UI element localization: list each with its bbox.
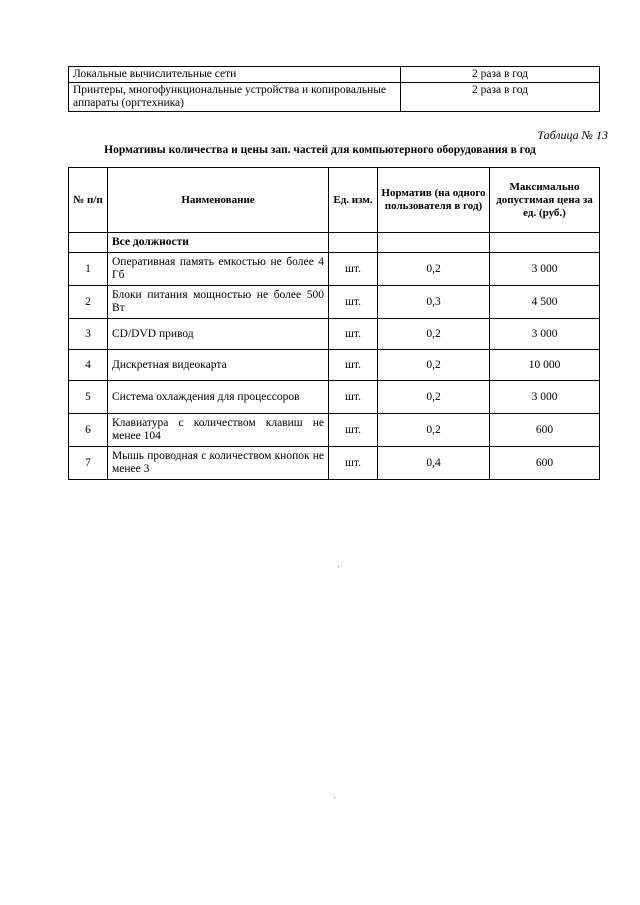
spare-parts-norms-table — [68, 167, 600, 480]
table-row — [69, 381, 600, 414]
cell-num: 3 — [69, 319, 108, 350]
cell-unit: шт. — [329, 253, 378, 286]
cell-norm: 0,2 — [378, 350, 490, 381]
table-row — [69, 67, 600, 83]
cell-name: Мышь проводная с количеством кнопок не менее 3 — [108, 447, 329, 480]
cell-norm: 0,2 — [378, 414, 490, 447]
row-value: 2 раза в год — [401, 67, 600, 83]
cell-num: 2 — [69, 286, 108, 319]
row-name: Принтеры, многофункциональные устройства и копировальные аппараты (оргтехника) — [69, 83, 401, 112]
header-norm: Норматив (на одного пользователя в год) — [378, 168, 490, 233]
cell-price: 3 000 — [490, 381, 600, 414]
cell-price: 3 000 — [490, 319, 600, 350]
cell-num: 5 — [69, 381, 108, 414]
cell-unit: шт. — [329, 414, 378, 447]
section-row — [69, 233, 600, 253]
cell-price: 600 — [490, 414, 600, 447]
cell-norm: 0,2 — [378, 381, 490, 414]
cell-price: 600 — [490, 447, 600, 480]
cell-norm: 0,3 — [378, 286, 490, 319]
cell-name: Блоки питания мощностью не более 500 Вт — [108, 286, 329, 319]
table-caption: Таблица № 13 — [537, 128, 608, 142]
cell-unit: шт. — [329, 447, 378, 480]
cell-unit: шт. — [329, 350, 378, 381]
cell-norm: 0,2 — [378, 253, 490, 286]
section-empty-cell — [69, 233, 108, 253]
top-continuation-table — [68, 66, 600, 112]
header-unit: Ед. изм. — [329, 168, 378, 233]
scan-speck — [334, 797, 335, 798]
table-title: Нормативы количества и цены зап. частей для компьютерного оборудования в год — [104, 144, 536, 156]
section-empty-cell — [490, 233, 600, 253]
table-row — [69, 83, 600, 112]
cell-num: 6 — [69, 414, 108, 447]
cell-unit: шт. — [329, 381, 378, 414]
cell-num: 7 — [69, 447, 108, 480]
table-row — [69, 414, 600, 447]
cell-num: 4 — [69, 350, 108, 381]
cell-name: Клавиатура с количеством клавиш не менее 104 — [108, 414, 329, 447]
cell-norm: 0,2 — [378, 319, 490, 350]
section-empty-cell — [329, 233, 378, 253]
cell-price: 4 500 — [490, 286, 600, 319]
cell-name: Оперативная память емкостью не более 4 Гб — [108, 253, 329, 286]
table-row — [69, 253, 600, 286]
cell-price: 3 000 — [490, 253, 600, 286]
cell-name: Система охлаждения для процессоров — [108, 381, 329, 414]
scan-speck — [338, 566, 339, 567]
table-row — [69, 350, 600, 381]
section-empty-cell — [378, 233, 490, 253]
cell-unit: шт. — [329, 319, 378, 350]
cell-price: 10 000 — [490, 350, 600, 381]
table-row — [69, 319, 600, 350]
row-name: Локальные вычислительные сети — [69, 67, 401, 83]
table-row — [69, 286, 600, 319]
cell-name: Дискретная видеокарта — [108, 350, 329, 381]
header-name: Наименование — [108, 168, 329, 233]
cell-unit: шт. — [329, 286, 378, 319]
header-num: № п/п — [69, 168, 108, 233]
cell-name: CD/DVD привод — [108, 319, 329, 350]
section-label: Все должности — [108, 233, 329, 253]
table-row — [69, 447, 600, 480]
row-value: 2 раза в год — [401, 83, 600, 112]
header-price: Максимально допустимая цена за ед. (руб.) — [490, 168, 600, 233]
cell-norm: 0,4 — [378, 447, 490, 480]
cell-num: 1 — [69, 253, 108, 286]
table-header-row — [69, 168, 600, 233]
